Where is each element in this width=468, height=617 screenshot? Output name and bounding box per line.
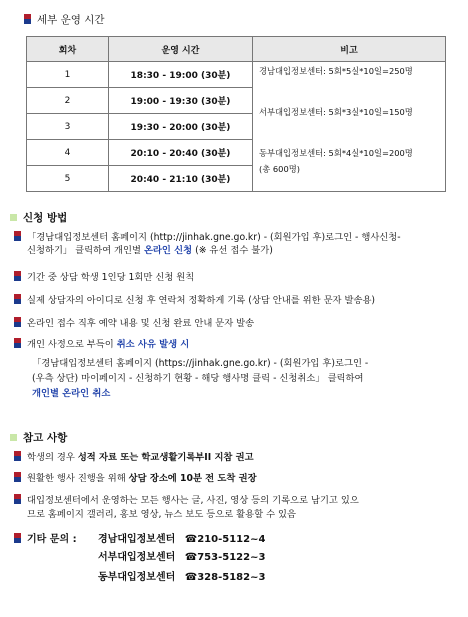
table-row	[27, 62, 446, 88]
section-title: 신청 방법	[23, 212, 68, 224]
item-text: 므로 홈페이지 갤러리, 홍보 영상, 뉴스 보도 등으로 활용할 수 있음	[27, 509, 296, 520]
square-bullet-icon	[10, 214, 17, 221]
cancel-instructions	[32, 356, 450, 401]
contact-label-text: 기타 문의 :	[27, 534, 77, 545]
contact-entry	[98, 530, 265, 545]
round-number: 5	[27, 166, 109, 192]
session-time: 19:30 - 20:00 (30분)	[109, 114, 253, 140]
contact-entry	[98, 568, 265, 583]
bold-text: 상담 장소에 10분 전 도착 권장	[128, 473, 257, 484]
item-text: (※ 유선 접수 불가)	[192, 245, 273, 256]
header-note: 비고	[253, 37, 446, 62]
section-heading-apply	[10, 210, 67, 225]
item-text: 원활한 행사 진행을 위해	[27, 473, 129, 484]
bullet-icon	[14, 451, 21, 461]
item-text: 온라인 접수 직후 예약 내용 및 신청 완료 안내 문자 발송	[27, 318, 255, 329]
apply-item-4	[14, 317, 454, 330]
contact-center: 서부대입정보센터	[98, 552, 176, 563]
apply-item-5	[14, 338, 454, 351]
highlight-text: 취소 사유 발생 시	[116, 339, 190, 350]
round-number: 2	[27, 88, 109, 114]
bullet-icon	[14, 317, 21, 327]
cancel-line: 「경남대입정보센터 홈페이지 (https://jinhak.gne.go.kr) - (회원가입 후)로그인 -	[32, 358, 369, 369]
bullet-icon	[14, 472, 21, 482]
section-title: 참고 사항	[23, 432, 68, 444]
bold-text: 성적 자료 또는 학교생활기록부II 지참 권고	[77, 452, 254, 463]
contact-phone: ☎328-5182~3	[184, 572, 266, 583]
note-item-1	[14, 451, 454, 464]
session-time: 20:40 - 21:10 (30분)	[109, 166, 253, 192]
cancel-line: (우측 상단) 마이페이지 - 신청하기 현황 - 해당 행사명 클릭 - 신청취소」 클릭하여	[32, 373, 364, 384]
session-time: 19:00 - 19:30 (30분)	[109, 88, 253, 114]
highlight-text: 온라인 신청	[143, 245, 193, 256]
note-line: 서부대입정보센터: 5회*3실*10일=150명	[259, 107, 413, 117]
header-time: 운영 시간	[109, 37, 253, 62]
item-text: 신청하기」 클릭하여 개인별	[27, 245, 144, 256]
cancel-highlight: 개인별 온라인 취소	[32, 388, 111, 399]
contact-phone: ☎210-5112~4	[184, 534, 266, 545]
contact-phone: ☎753-5122~3	[184, 552, 266, 563]
item-text: 대입정보센터에서 운영하는 모든 행사는 글, 사진, 영상 등의 기록으로 남기고 있으	[27, 495, 359, 506]
bullet-icon	[14, 494, 21, 504]
contact-center: 경남대입정보센터	[98, 534, 176, 545]
session-time: 20:10 - 20:40 (30분)	[109, 140, 253, 166]
table-header-row	[27, 37, 446, 62]
note-cell	[253, 62, 446, 192]
apply-item-2	[14, 271, 454, 284]
section-heading-notes	[10, 430, 67, 445]
round-number: 3	[27, 114, 109, 140]
section-heading-schedule	[24, 12, 105, 27]
contact-center: 동부대입정보센터	[98, 572, 176, 583]
schedule-table	[26, 36, 446, 192]
item-text: 「경남대입정보센터 홈페이지 (http://jinhak.gne.go.kr) - (회원가입 후)로그인 - 행사신청-	[27, 232, 401, 243]
item-text: 학생의 경우	[27, 452, 78, 463]
bullet-icon	[14, 338, 21, 348]
bullet-icon	[14, 271, 21, 281]
bullet-icon	[14, 231, 21, 241]
item-text: 기간 중 상담 학생 1인당 1회만 신청 원칙	[27, 272, 195, 283]
session-time: 18:30 - 19:00 (30분)	[109, 62, 253, 88]
note-item-3	[14, 494, 454, 522]
bullet-icon	[14, 533, 21, 543]
section-title: 세부 운영 시간	[37, 14, 105, 26]
apply-item-1	[14, 231, 454, 257]
square-bullet-icon	[10, 434, 17, 441]
note-line: 경남대입정보센터: 5회*5실*10일=250명	[259, 66, 413, 76]
header-round: 회차	[27, 37, 109, 62]
round-number: 1	[27, 62, 109, 88]
note-item-2	[14, 472, 454, 485]
round-number: 4	[27, 140, 109, 166]
bullet-icon	[14, 294, 21, 304]
note-line: 동부대입정보센터: 5회*4실*10일=200명	[259, 148, 413, 158]
bullet-icon	[24, 14, 31, 24]
apply-item-3	[14, 294, 454, 307]
contact-entry	[98, 548, 265, 563]
item-text: 개인 사정으로 부득이	[27, 339, 117, 350]
contact-label	[14, 530, 77, 545]
note-line: (총 600명)	[259, 164, 300, 174]
item-text: 실제 상담자의 아이디로 신청 후 연락처 정확하게 기록 (상담 안내를 위한 문자 발송용)	[27, 295, 376, 306]
